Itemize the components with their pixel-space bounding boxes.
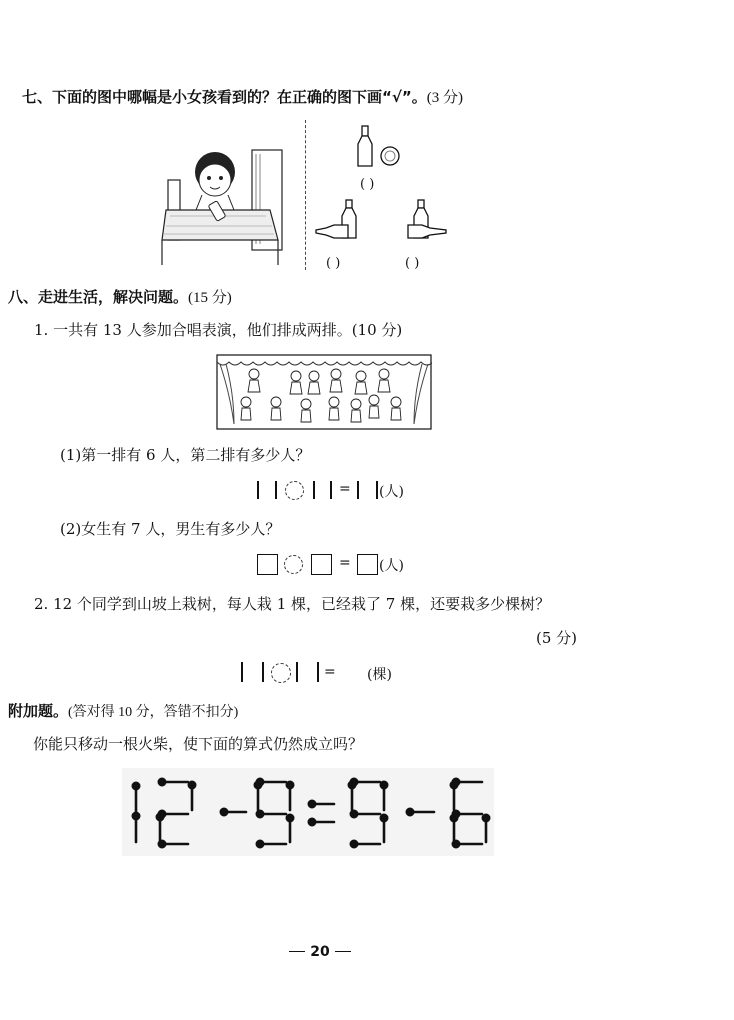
unit-label-people: (人) <box>379 484 404 500</box>
answer-box[interactable] <box>357 554 378 575</box>
blank-bar <box>262 662 264 682</box>
bottle-and-ball-front-view <box>352 124 404 170</box>
blank-bar <box>330 481 332 499</box>
unit-label-people: (人) <box>379 558 404 574</box>
divider-line <box>305 120 306 270</box>
choice-c-answer-paren[interactable]: ( ) <box>405 256 420 271</box>
problem-1-sub2-text: (2)女生有 7 人，男生有多少人？ <box>60 520 281 538</box>
blank-bar <box>241 662 243 682</box>
blank-bar <box>317 662 319 682</box>
answer-box[interactable] <box>257 554 278 575</box>
stage-performers-illustration <box>216 354 432 430</box>
q7-heading: 七、下面的图中哪幅是小女孩看到的？在正确的图下画“√”。(3 分) <box>22 88 463 106</box>
operator-circle-blank[interactable] <box>284 555 303 574</box>
blank-bar <box>376 481 378 499</box>
blank-bar <box>357 481 359 499</box>
bottle-lying-right-view <box>400 198 452 244</box>
bonus-question-text: 你能只移动一根火柴，使下面的算式仍然成立吗？ <box>33 735 364 753</box>
bottle-lying-left-view <box>312 198 364 244</box>
blank-bar <box>275 481 277 499</box>
problem-2-text: 2. 12 个同学到山坡上栽树，每人栽 1 棵，已经栽了 7 棵，还要栽多少棵树？ <box>34 595 551 613</box>
problem-1-sub1-text: (1)第一排有 6 人，第二排有多少人？ <box>60 446 311 464</box>
unit-label-trees: (棵) <box>367 667 392 683</box>
answer-box[interactable] <box>311 554 332 575</box>
girl-at-table-illustration <box>160 140 290 270</box>
page-number-footer <box>270 941 370 960</box>
bonus-heading: 附加题。(答对得 10 分，答错不扣分) <box>8 702 239 720</box>
blank-bar <box>296 662 298 682</box>
operator-circle-blank[interactable] <box>271 663 291 683</box>
equals-sign: = <box>339 481 351 497</box>
operator-circle-blank[interactable] <box>285 481 304 500</box>
blank-bar <box>257 481 259 499</box>
equals-sign: = <box>324 664 336 680</box>
page-number: 20 <box>310 944 330 960</box>
problem-1-text: 1. 一共有 13 人参加合唱表演，他们排成两排。(10 分) <box>34 321 403 339</box>
q8-heading: 八、走进生活，解决问题。(15 分) <box>8 288 232 306</box>
blank-bar <box>313 481 315 499</box>
matchstick-equation-figure <box>122 768 494 856</box>
equals-sign: = <box>339 555 351 571</box>
problem-2-points: (5 分) <box>536 629 578 647</box>
choice-a-answer-paren[interactable]: ( ) <box>360 177 375 192</box>
choice-b-answer-paren[interactable]: ( ) <box>326 256 341 271</box>
